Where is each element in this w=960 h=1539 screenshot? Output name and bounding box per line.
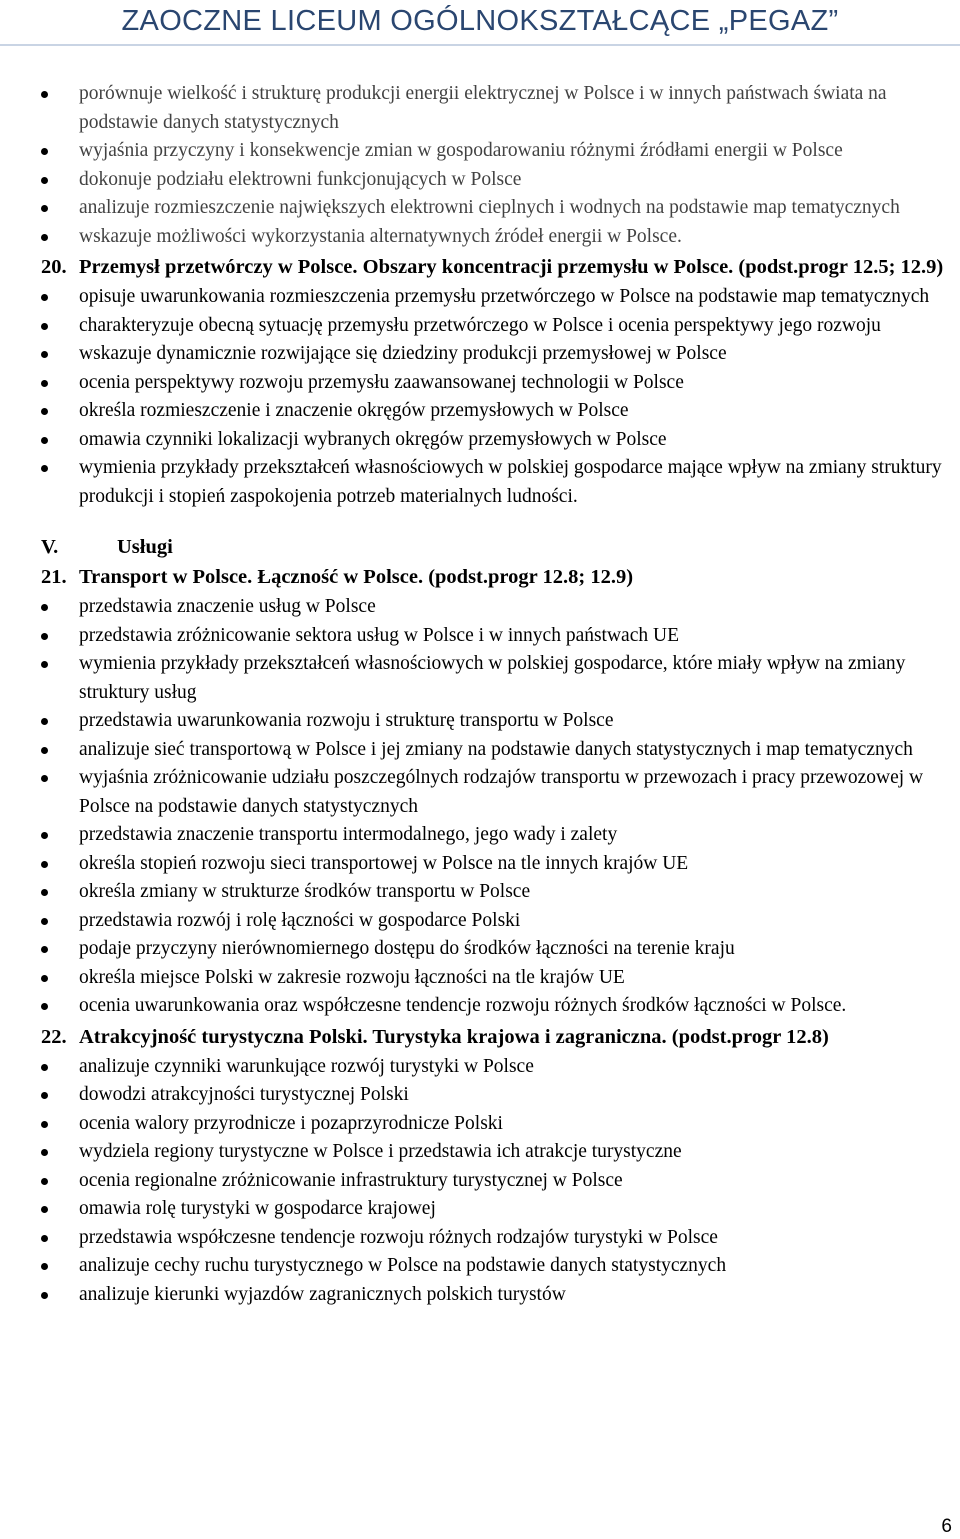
section-22-heading: [0, 1023, 960, 1051]
list-item-text: określa miejsce Polski w zakresie rozwoju łączności na tle krajów UE: [79, 966, 625, 988]
list-item: [0, 397, 960, 426]
section-20-heading: [0, 253, 960, 281]
list-item: [0, 1252, 960, 1281]
list-item: [0, 223, 960, 252]
list-item: [0, 593, 960, 622]
bullet-icon: [41, 1235, 48, 1242]
list-item-text: podaje przyczyny nierównomiernego dostępu do środków łączności na terenie kraju: [79, 938, 735, 959]
list-item: [0, 1081, 960, 1110]
list-item: [0, 166, 960, 195]
list-item: [0, 194, 960, 223]
list-item: [0, 1195, 960, 1224]
bullet-icon: [41, 1092, 48, 1099]
list-item-text: omawia czynniki lokalizacji wybranych okręgów przemysłowych w Polsce: [79, 428, 667, 450]
list-item-text: analizuje cechy ruchu turystycznego w Polsce na podstawie danych statystycznych: [79, 1255, 727, 1276]
list-item-text: omawia rolę turystyki w gospodarce krajowej: [79, 1198, 436, 1219]
list-item: [0, 622, 960, 651]
document-body: [0, 80, 960, 1309]
list-item-text: analizuje sieć transportową w Polsce i jej zmiany na podstawie danych statystycznych i map tematycznych: [79, 738, 913, 760]
bullet-icon: [41, 975, 48, 982]
section-20-list: [0, 283, 960, 511]
list-item: [0, 137, 960, 166]
list-item-text: wyjaśnia zróżnicowanie udziału poszczególnych rodzajów transportu w przewozach i pracy przewozowej w Polsce na podstawie danych statystycznych: [79, 767, 924, 817]
bullet-icon: [41, 1121, 48, 1128]
bullet-icon: [41, 661, 48, 668]
list-item: [0, 1053, 960, 1082]
section-number: 21.: [41, 566, 67, 588]
bullet-icon: [41, 775, 48, 782]
part-title: Usługi: [117, 536, 173, 558]
list-item: [0, 1281, 960, 1310]
bullet-icon: [41, 1178, 48, 1185]
list-item-text: przedstawia uwarunkowania rozwoju i strukturę transportu w Polsce: [79, 710, 614, 731]
list-item: [0, 935, 960, 964]
list-item: [0, 312, 960, 341]
list-item-text: analizuje czynniki warunkujące rozwój turystyki w Polsce: [79, 1055, 534, 1077]
list-item: [0, 850, 960, 879]
header-title: ZAOCZNE LICEUM OGÓLNOKSZTAŁCĄCE „PEGAZ”: [121, 5, 839, 37]
section-22-list: [0, 1053, 960, 1310]
section-number: 22.: [41, 1025, 67, 1048]
bullet-icon: [41, 604, 48, 611]
bullet-icon: [41, 1263, 48, 1270]
bullet-icon: [41, 148, 48, 155]
bullet-icon: [41, 323, 48, 330]
bullet-icon: [41, 1206, 48, 1213]
bullet-icon: [41, 177, 48, 184]
list-item: [0, 764, 960, 821]
list-item: [0, 426, 960, 455]
section-title: Transport w Polsce. Łączność w Polsce. (podst.progr 12.8; 12.9): [79, 566, 634, 588]
list-item: [0, 80, 960, 137]
bullet-icon: [41, 1292, 48, 1299]
part-number: V.: [41, 536, 59, 558]
bullet-icon: [41, 437, 48, 444]
list-item: [0, 821, 960, 850]
bullet-icon: [41, 1003, 48, 1010]
bullet-icon: [41, 633, 48, 640]
list-item-text: analizuje kierunki wyjazdów zagranicznych polskich turystów: [79, 1283, 566, 1305]
list-item: [0, 964, 960, 993]
section-title: Przemysł przetwórczy w Polsce. Obszary koncentracji przemysłu w Polsce. (podst.progr 12.5; 12.9): [79, 256, 944, 278]
page-number: 6: [941, 1516, 952, 1537]
part-5-heading: [0, 533, 960, 561]
section-title: Atrakcyjność turystyczna Polski. Turystyka krajowa i zagraniczna. (podst.progr 12.8): [79, 1025, 829, 1048]
bullet-icon: [41, 889, 48, 896]
list-item-text: przedstawia rozwój i rolę łączności w gospodarce Polski: [79, 909, 521, 931]
bullet-icon: [41, 918, 48, 925]
list-item-text: wskazuje dynamicznie rozwijające się dziedziny produkcji przemysłowej w Polsce: [79, 343, 727, 364]
bullet-icon: [41, 465, 48, 472]
list-item-text: porównuje wielkość i strukturę produkcji energii elektrycznej w Polsce i w innych państwach świata na podstawie danych statystycznych: [79, 83, 887, 133]
bullet-icon: [41, 234, 48, 241]
list-item-text: określa zmiany w strukturze środków transportu w Polsce: [79, 881, 531, 902]
list-item: [0, 878, 960, 907]
list-item: [0, 1110, 960, 1139]
list-item-text: określa rozmieszczenie i znaczenie okręgów przemysłowych w Polsce: [79, 400, 629, 421]
bullet-icon: [41, 351, 48, 358]
list-item-text: analizuje rozmieszczenie największych elektrowni cieplnych i wodnych na podstawie map tematycznych: [79, 197, 900, 218]
list-item: [0, 992, 960, 1021]
list-item: [0, 736, 960, 765]
section-21-list: [0, 593, 960, 1021]
header-divider: [0, 44, 960, 46]
list-item: [0, 907, 960, 936]
bullet-icon: [41, 205, 48, 212]
list-item-text: przedstawia współczesne tendencje rozwoju różnych rodzajów turystyki w Polsce: [79, 1226, 718, 1248]
list-item-text: ocenia regionalne zróżnicowanie infrastruktury turystycznej w Polsce: [79, 1169, 623, 1191]
bullet-icon: [41, 91, 48, 98]
list-item-text: wydziela regiony turystyczne w Polsce i przedstawia ich atrakcje turystyczne: [79, 1141, 682, 1162]
section-21-heading: [0, 563, 960, 591]
bullet-icon: [41, 861, 48, 868]
list-item-text: wymienia przykłady przekształceń własnościowych w polskiej gospodarce, które miały wpływ na zmiany struktury usług: [79, 653, 906, 703]
list-item-text: przedstawia zróżnicowanie sektora usług w Polsce i w innych państwach UE: [79, 624, 679, 646]
list-item-text: wymienia przykłady przekształceń własnościowych w polskiej gospodarce mające wpływ na zmiany struktury produkcji i stopień zaspokojenia potrzeb materialnych ludności.: [79, 457, 942, 507]
list-item: [0, 1138, 960, 1167]
list-item-text: ocenia perspektywy rozwoju przemysłu zaawansowanej technologii w Polsce: [79, 371, 684, 393]
list-item-text: ocenia uwarunkowania oraz współczesne tendencje rozwoju różnych środków łączności w Polsce.: [79, 995, 847, 1016]
list-item: [0, 340, 960, 369]
bullet-icon: [41, 946, 48, 953]
bullet-icon: [41, 294, 48, 301]
list-item-text: dowodzi atrakcyjności turystycznej Polski: [79, 1084, 409, 1105]
bullet-icon: [41, 832, 48, 839]
list-item: [0, 1167, 960, 1196]
list-item-text: przedstawia znaczenie usług w Polsce: [79, 596, 376, 617]
list-item-text: dokonuje podziału elektrowni funkcjonujących w Polsce: [79, 168, 522, 190]
bullet-icon: [41, 1064, 48, 1071]
list-item-text: ocenia walory przyrodnicze i pozaprzyrodnicze Polski: [79, 1112, 503, 1134]
list-item-text: wskazuje możliwości wykorzystania alternatywnych źródeł energii w Polsce.: [79, 225, 682, 247]
bullet-icon: [41, 408, 48, 415]
list-item: [0, 1224, 960, 1253]
list-item-text: przedstawia znaczenie transportu intermodalnego, jego wady i zalety: [79, 824, 618, 845]
list-item-text: charakteryzuje obecną sytuację przemysłu przetwórczego w Polsce i ocenia perspektywy jego rozwoju: [79, 314, 881, 336]
list-item-text: opisuje uwarunkowania rozmieszczenia przemysłu przetwórczego w Polsce na podstawie map tematycznych: [79, 286, 930, 307]
bullet-icon: [41, 718, 48, 725]
section-number: 20.: [41, 256, 67, 278]
list-item: [0, 707, 960, 736]
list-item: [0, 650, 960, 707]
page-header: [0, 0, 960, 46]
list-item: [0, 283, 960, 312]
bullet-icon: [41, 380, 48, 387]
list-item-text: określa stopień rozwoju sieci transportowej w Polsce na tle innych krajów UE: [79, 852, 689, 874]
bullet-icon: [41, 1149, 48, 1156]
list-item-text: wyjaśnia przyczyny i konsekwencje zmian w gospodarowaniu różnymi źródłami energii w Polsce: [79, 140, 843, 161]
list-item: [0, 369, 960, 398]
intro-list: [0, 80, 960, 251]
list-item: [0, 454, 960, 511]
bullet-icon: [41, 747, 48, 754]
